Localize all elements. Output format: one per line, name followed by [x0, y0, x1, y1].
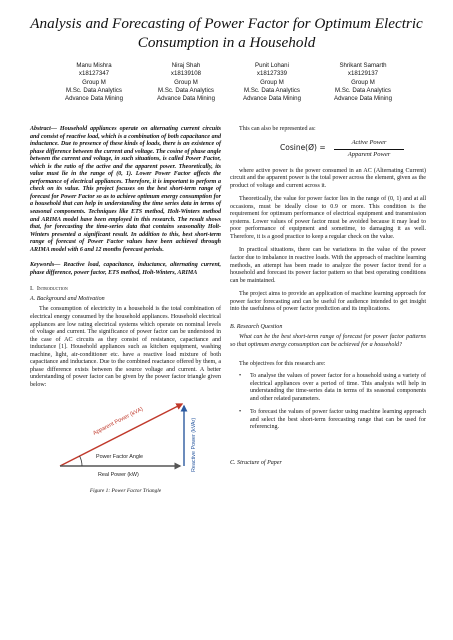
formula-numerator: Active Power — [351, 138, 387, 146]
author-name: Niraj Shah — [171, 62, 201, 69]
paragraph-3: In practical situations, there can be variations in the value of the power factor due to imbalance in reactive loads. With the approach of machine learning methods, an attempt has been made to analyze the power factor trend for a household and forecast its power factor pattern so that best operating conditions can be maintained. — [230, 247, 426, 284]
bullet-icon: • — [239, 373, 242, 380]
objectives-intro: The objectives for this research are: — [239, 361, 326, 368]
author-id: x18127339 — [256, 70, 288, 78]
author-1 — [44, 62, 144, 103]
author-id: x18127347 — [78, 70, 110, 78]
author-name: Shrikant Samarth — [339, 62, 387, 69]
author-course: Advance Data Mining — [157, 95, 215, 103]
author-program: M.Sc. Data Analytics — [335, 86, 391, 94]
representation-intro: This can also be represented as: — [239, 126, 316, 132]
abstract — [30, 126, 221, 254]
angle-label: Power Factor Angle — [96, 453, 144, 460]
background-paragraph: The consumption of electricity in a household is the total combination of electrical energy consumed by the household appliances. Household electrical appliances are low rating electrical systems which operate on nominal levels of voltage and current. The significance of power factor can be understood in the case of AC circuits as they consist of resistance, capacitance and inductance [1]. Household appliances such as kitchen equipment, washing machine, light, air-conditioner etc. have a reactive load mixture of both capacitance and inductance. Due to the combined reactance offered by them, a phase difference exists between the source voltage and current. A better understanding of power factor can be given by the power factor triangle given below: — [30, 306, 221, 388]
formula-denominator: Apparent Power — [347, 150, 391, 158]
power-factor-triangle-figure — [30, 396, 221, 484]
abstract-text: Household appliances operate on alternating current circuits and consist of reactive load, which is a combination of both capacitance and inductance. Due to presence of these kinds of loads, there is an existence of phase difference between the current and voltage. The cosine of phase angle between the current and voltage, in such situations, is called Power Factor, which is the ratio of the active and the apparent power. Theoretically, its value must lie in the range of (0, 1). Lower Power Factor affects the performance of electrical appliances. Therefore, it is important to perform a check on its value. This project focuses on the best short-term range of forecast for Power Factor so as to achieve optimum energy consumption for a household that can help in understanding the time series data in terms of seasonal components. Techniques like ETS method, Holt-Winters method and ARIMA model have been employed in this research. The result shows that, for forecasting the time-series data that contains seasonality Holt-Winters presented a significant result. In addition to this, best short-term range of forecast of Power Factor values have been achieved through ARIMA model with 6 and 12 months forecast periods. — [30, 126, 221, 253]
abstract-lead: Abstract— — [30, 126, 57, 132]
formula-lhs: Cosine(Ø) = — [280, 142, 326, 152]
author-name: Punit Lohani — [255, 62, 289, 69]
author-4 — [313, 62, 413, 103]
real-power-label: Real Power (kW) — [98, 471, 139, 478]
author-3 — [222, 62, 322, 103]
keywords-text: Reactive load, capacitance, inductance, alternating current, phase difference, power factor, ETS method, Holt-Winters, ARIMA — [30, 262, 221, 276]
power-factor-angle-arc — [80, 456, 82, 466]
section-number: I. — [30, 285, 34, 293]
power-factor-formula — [230, 138, 426, 164]
apparent-power-label: Apparent Power (kVA) — [92, 405, 145, 437]
subsection-a-heading: A. Background and Motivation — [30, 295, 105, 302]
author-block — [0, 62, 453, 124]
left-column — [30, 126, 221, 495]
power-factor-triangle-diagram — [30, 396, 221, 484]
author-2 — [136, 62, 236, 103]
paragraph-2: Theoretically, the value for power factor lies in the range of (0, 1) and at all occasions, must be ideally close to 0.9 or more. This condition is the requirement for optimum performance of electrical equipment and transmission systems. Lower values of power factor must be avoided because it may lead to poor performance of equipment and sometime, to damaging it as well. Therefore, it is a good practice to keep a regular check on the value. — [230, 196, 426, 240]
bullet-icon: • — [239, 409, 242, 416]
objective-item — [239, 373, 426, 403]
section-title: Introduction — [36, 285, 68, 293]
keywords — [30, 262, 221, 277]
author-group: Group M — [351, 78, 375, 86]
author-group: Group M — [82, 78, 106, 86]
author-group: Group M — [260, 78, 284, 86]
author-group: Group M — [174, 78, 198, 86]
author-program: M.Sc. Data Analytics — [158, 86, 214, 94]
author-program: M.Sc. Data Analytics — [66, 86, 122, 94]
objective-text: To forecast the values of power factor using machine learning approach and select the best short-term forecasting range that can be used for referencing. — [250, 409, 426, 431]
keywords-lead: Keywords— — [30, 262, 61, 269]
objective-item — [239, 409, 426, 432]
subsection-c-heading: C. Structure of Paper — [230, 459, 282, 466]
section-heading — [30, 285, 221, 293]
author-course: Advance Data Mining — [65, 95, 123, 103]
subsection-b-heading: B. Research Question — [230, 323, 283, 330]
objective-text: To analyse the values of power factor for a household using a variety of electrical appliances over a period of time. This analysis will help in understanding the time-series data in terms of its seasonal components and other related parameters. — [250, 373, 426, 402]
author-course: Advance Data Mining — [334, 95, 392, 103]
right-column — [230, 126, 426, 470]
figure-caption: Figure 1: Power Factor Triangle — [89, 487, 162, 494]
author-name: Manu Mishra — [76, 62, 112, 69]
formula-fraction-bar — [334, 149, 404, 150]
paragraph-1: where active power is the power consumed in an AC (Alternating Current) circuit and the apparent power is the total power across the element, given as the product of voltage and current across it. — [230, 167, 426, 189]
paper-title: Analysis and Forecasting of Power Factor for Optimum Electric Consumption in a Household — [30, 15, 423, 51]
author-course: Advance Data Mining — [243, 95, 301, 103]
author-id: x18129137 — [347, 70, 379, 78]
objectives-list — [230, 373, 426, 432]
author-program: M.Sc. Data Analytics — [244, 86, 300, 94]
paragraph-4: The project aims to provide an application of machine learning approach for power factor forecasting and can be useful for audience intended to get insight into the usefulness of power factor prediction and its implications. — [230, 291, 426, 313]
reactive-power-label: Reactive Power (kVAr) — [191, 417, 197, 472]
author-id: x18139108 — [170, 70, 202, 78]
research-question: What can be the best short-term range of forecast for power factor patterns so that optimum energy consumption can be achieved for a household? — [230, 334, 426, 348]
